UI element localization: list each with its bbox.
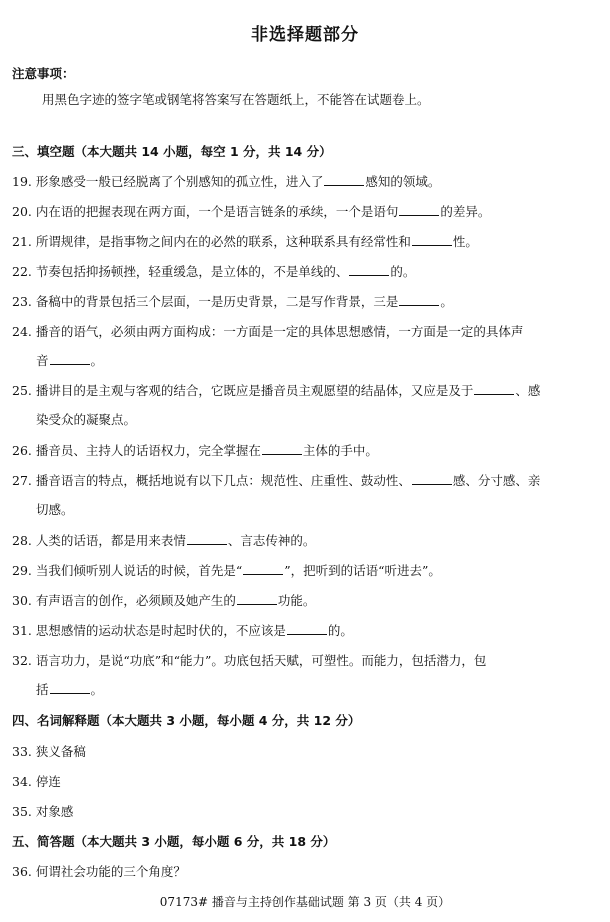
answer-blank <box>237 592 277 605</box>
answer-blank <box>399 203 439 216</box>
question-22 <box>12 262 415 280</box>
answer-blank <box>50 352 90 365</box>
question-24 <box>12 322 523 340</box>
question-text: 。 <box>440 294 453 309</box>
answer-blank <box>287 622 327 635</box>
answer-blank <box>399 293 439 306</box>
question-text: 功能。 <box>277 593 316 608</box>
question-34: 34. 停连 <box>12 774 61 789</box>
question-30 <box>12 591 315 609</box>
question-27-continued <box>36 500 74 518</box>
notice-label: 注意事项： <box>12 66 75 81</box>
question-29 <box>12 561 441 579</box>
question-text: 31. 思想感情的运动状态是时起时伏的，不应该是 <box>12 623 286 638</box>
question-text: 。 <box>90 682 104 697</box>
question-19 <box>12 172 440 190</box>
question-27 <box>12 471 540 489</box>
question-text: 主体的手中。 <box>302 443 378 458</box>
answer-blank <box>324 173 364 186</box>
question-32-continued <box>36 680 103 698</box>
answer-blank <box>349 263 389 276</box>
question-20 <box>12 202 490 220</box>
notice-text: 用黑色字迹的签字笔或钢笔将答案写在答题纸上，不能答在试题卷上。 <box>42 92 430 107</box>
question-text: 感、分寸感、亲 <box>452 473 541 488</box>
question-text: 染受众的凝聚点。 <box>36 412 137 427</box>
question-text: 23. 备稿中的背景包括三个层面，一是历史背景，二是写作背景，三是 <box>12 294 399 309</box>
question-text: 28. 人类的话语，都是用来表情 <box>12 533 186 548</box>
answer-blank <box>187 532 227 545</box>
question-text: 30. 有声语言的创作，必须顾及她产生的 <box>12 593 236 608</box>
question-25 <box>12 381 540 399</box>
answer-blank <box>243 562 283 575</box>
section-5-heading: 五、简答题（本大题共 3 小题，每小题 6 分，共 18 分） <box>12 834 336 849</box>
question-32 <box>12 651 486 669</box>
page-title: 非选择题部分 <box>251 25 359 45</box>
question-text: 的差异。 <box>440 204 491 219</box>
question-text: 19. 形象感受一般已经脱离了个别感知的孤立性，进入了 <box>12 174 324 189</box>
question-31 <box>12 621 353 639</box>
question-text: 21. 所谓规律，是指事物之间内在的必然的联系，这种联系具有经常性和 <box>12 234 411 249</box>
question-36: 36. 何谓社会功能的三个角度？ <box>12 864 186 879</box>
question-text: 22. 节奏包括抑扬顿挫，轻重缓急，是立体的，不是单线的、 <box>12 264 349 279</box>
answer-blank <box>474 382 514 395</box>
question-text: 25. 播讲目的是主观与客观的结合，它既应是播音员主观愿望的结晶体，又应是及于 <box>12 383 474 398</box>
question-text: 性。 <box>452 234 478 249</box>
question-text: 29. 当我们倾听别人说话的时候，首先是“ <box>12 563 243 578</box>
question-text: 感知的领域。 <box>365 174 441 189</box>
question-26 <box>12 441 378 459</box>
question-21 <box>12 232 478 250</box>
question-35: 35. 对象感 <box>12 804 74 819</box>
question-text: 的。 <box>327 623 353 638</box>
question-text: 括 <box>36 682 49 697</box>
page-footer: 07173# 播音与主持创作基础试题 第 3 页（共 4 页） <box>159 895 451 909</box>
answer-blank <box>412 233 452 246</box>
question-text: 32. 语言功力，是说“功底”和“能力”。功底包括天赋，可塑性。而能力，包括潜力，包 <box>12 653 487 668</box>
question-text: 、言志传神的。 <box>227 533 316 548</box>
question-text: 、感 <box>515 383 541 398</box>
answer-blank <box>412 472 452 485</box>
question-24-continued <box>36 351 103 369</box>
question-text: 27. 播音语言的特点，概括地说有以下几点：规范性、庄重性、鼓动性、 <box>12 473 411 488</box>
question-text: 20. 内在语的把握表现在两方面，一个是语言链条的承续，一个是语句 <box>12 204 399 219</box>
answer-blank <box>262 442 302 455</box>
question-23 <box>12 292 453 310</box>
answer-blank <box>50 681 90 694</box>
question-text: ”，把听到的话语“听进去”。 <box>284 563 441 578</box>
question-text: 24. 播音的语气，必须由两方面构成：一方面是一定的具体思想感情，一方面是一定的具体声 <box>12 324 524 339</box>
question-text: 切感。 <box>36 502 74 517</box>
question-text: 26. 播音员、主持人的话语权力，完全掌握在 <box>12 443 261 458</box>
question-25-continued <box>36 410 136 428</box>
question-text: 的。 <box>390 264 416 279</box>
section-3-heading: 三、填空题（本大题共 14 小题，每空 1 分，共 14 分） <box>12 144 332 159</box>
section-4-heading: 四、名词解释题（本大题共 3 小题，每小题 4 分，共 12 分） <box>12 713 361 728</box>
question-text: 音 <box>36 353 49 368</box>
question-28 <box>12 531 315 549</box>
question-text: 。 <box>90 353 104 368</box>
question-33: 33. 狭义备稿 <box>12 744 86 759</box>
